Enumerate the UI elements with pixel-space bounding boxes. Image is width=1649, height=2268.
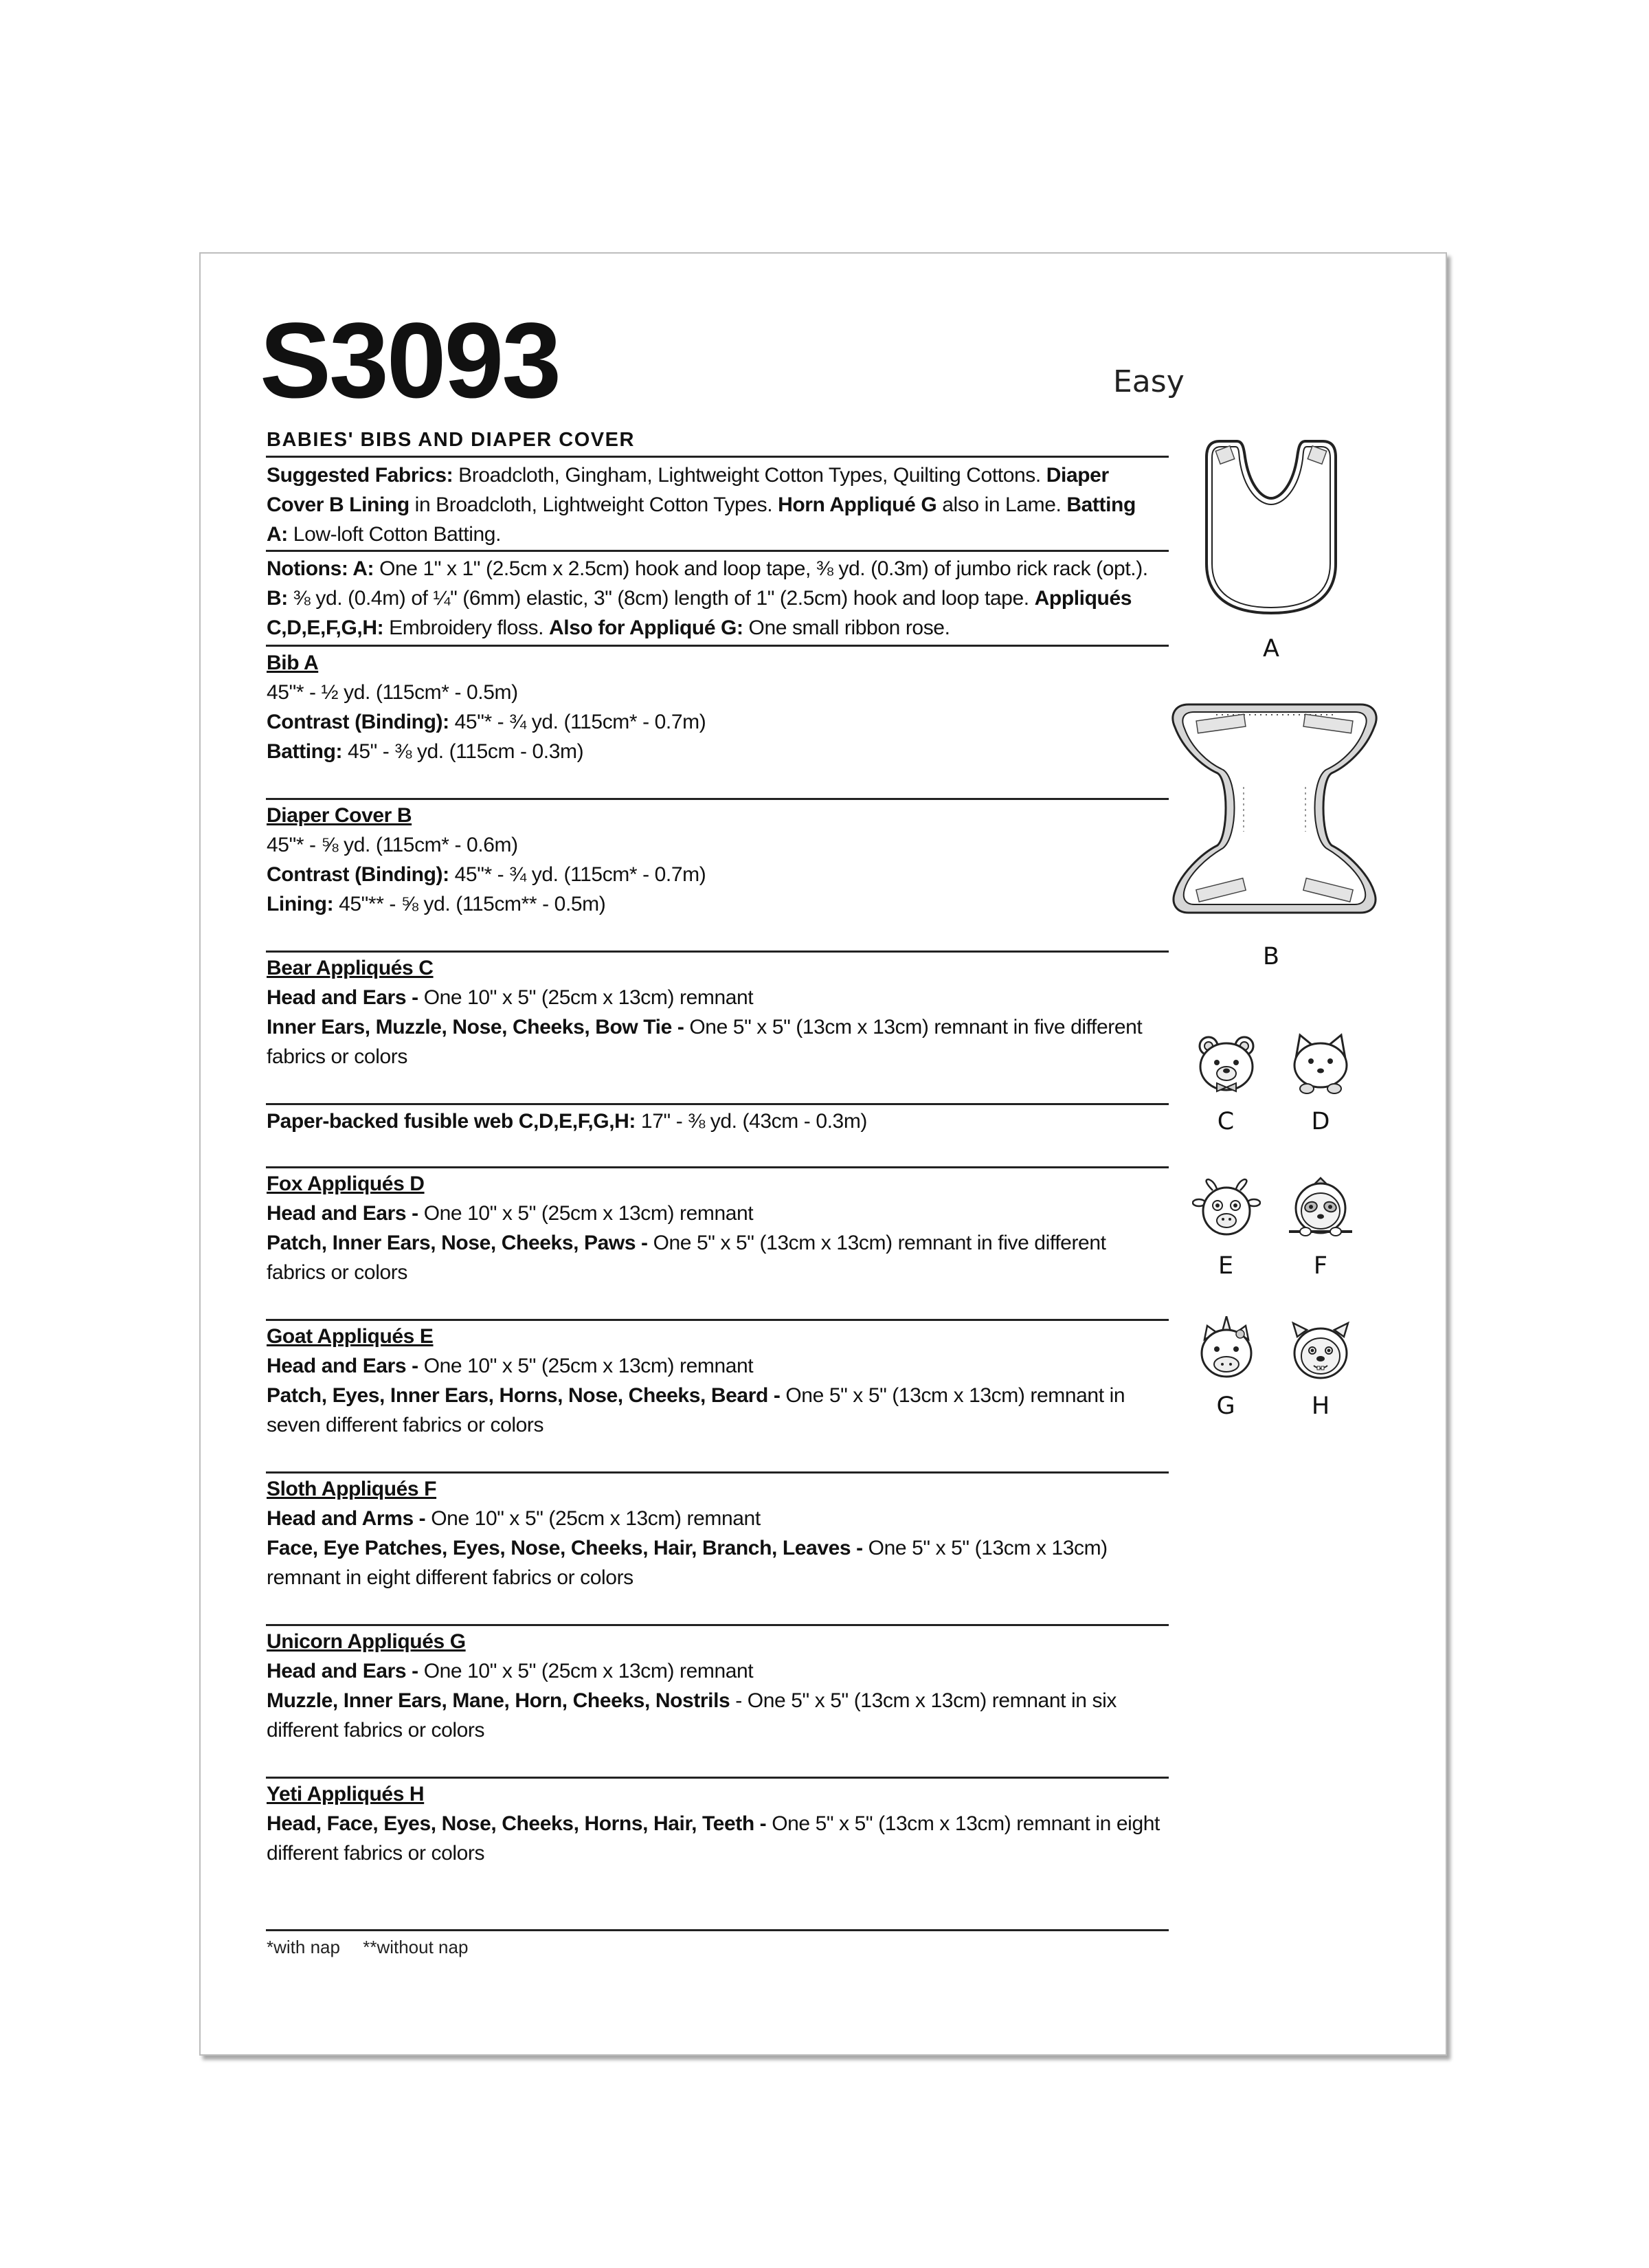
- section-heading: Fox Appliqués D: [267, 1172, 425, 1195]
- section-heading: Sloth Appliqués F: [267, 1478, 437, 1500]
- divider: [266, 550, 1169, 552]
- divider: [266, 456, 1169, 458]
- divider: [266, 1471, 1169, 1474]
- view-label-h: H: [1311, 1392, 1330, 1420]
- bib-illustration: [1202, 433, 1340, 619]
- section-heading: Yeti Appliqués H: [267, 1783, 425, 1805]
- diaper-cover-illustration: [1168, 694, 1381, 921]
- section-heading: Unicorn Appliqués G: [267, 1630, 466, 1653]
- yeti-applique-icon: [1286, 1316, 1355, 1385]
- unicorn-applique-icon: [1192, 1316, 1261, 1385]
- fox-applique-icon: [1286, 1031, 1355, 1100]
- section-heading: Diaper Cover B: [267, 804, 412, 827]
- notions: Notions: A: One 1" x 1" (2.5cm x 2.5cm) hook and loop tape, ⅜ yd. (0.3m) of jumbo rick rack (opt.). B: ⅜ yd. (0.4m) of ¼" (6mm) elastic, 3" (8cm) length of 1" (2.5cm) hook and loop tape. Appliqués C,D,E,F,G,H: Embroidery floss. Also for Appliqué G: One small ribbon rose.: [267, 557, 1148, 639]
- sloth-appliques-f: Sloth Appliqués F Head and Arms - One 10" x 5" (25cm x 13cm) remnant Face, Eye Patches, Eyes, Nose, Cheeks, Hair, Branch, Leaves - One 5" x 5" (13cm x 13cm) remnant in eight different fabrics or colors: [267, 1474, 1160, 1592]
- pattern-code: S3093: [260, 301, 560, 421]
- bear-appliques-c: Bear Appliqués C Head and Ears - One 10" x 5" (25cm x 13cm) remnant Inner Ears, Muzzle, Nose, Cheeks, Bow Tie - One 5" x 5" (13cm x 13cm) remnant in five different fabrics or colors: [267, 953, 1160, 1071]
- difficulty-label: Easy: [1113, 364, 1185, 399]
- footnote-without-nap: **without nap: [363, 1937, 469, 1957]
- pattern-title: BABIES' BIBS AND DIAPER COVER: [267, 429, 635, 451]
- suggested-fabrics: Suggested Fabrics: Broadcloth, Gingham, Lightweight Cotton Types, Quilting Cottons. Diaper Cover B Lining in Broadcloth, Lightweight Cotton Types. Horn Appliqué G also in Lame. Batting A: Low-loft Cotton Batting.: [267, 464, 1136, 546]
- divider: [266, 950, 1169, 953]
- section-heading: Goat Appliqués E: [267, 1325, 434, 1348]
- diaper-cover-b-yardage: Diaper Cover B 45"* - ⅝ yd. (115cm* - 0.6m) Contrast (Binding): 45"* - ¾ yd. (115cm* - 0.7m) Lining: 45"** - ⅝ yd. (115cm** - 0.5m): [267, 801, 1160, 919]
- fox-appliques-d: Fox Appliqués D Head and Ears - One 10" x 5" (25cm x 13cm) remnant Patch, Inner Ears, Nose, Cheeks, Paws - One 5" x 5" (13cm x 13cm) remnant in five different fabrics or colors: [267, 1169, 1160, 1287]
- view-label-b: B: [1262, 943, 1279, 970]
- divider: [266, 1929, 1169, 1931]
- divider: [266, 798, 1169, 800]
- divider: [266, 1319, 1169, 1321]
- section-heading: Bib A: [267, 652, 319, 674]
- section-heading: Bear Appliqués C: [267, 957, 434, 979]
- divider: [266, 645, 1169, 647]
- view-label-a: A: [1263, 635, 1279, 663]
- divider: [266, 1777, 1169, 1779]
- divider: [266, 1103, 1169, 1105]
- bear-applique-icon: [1192, 1031, 1261, 1100]
- footnote-with-nap: *with nap: [267, 1937, 340, 1957]
- goat-appliques-e: Goat Appliqués E Head and Ears - One 10" x 5" (25cm x 13cm) remnant Patch, Eyes, Inner Ears, Horns, Nose, Cheeks, Beard - One 5" x 5" (13cm x 13cm) remnant in seven different fabrics or colors: [267, 1322, 1160, 1440]
- divider: [266, 1166, 1169, 1168]
- goat-applique-icon: [1192, 1175, 1261, 1244]
- bib-a-yardage: Bib A 45"* - ½ yd. (115cm* - 0.5m) Contrast (Binding): 45"* - ¾ yd. (115cm* - 0.7m) Batting: 45" - ⅜ yd. (115cm - 0.3m): [267, 648, 1160, 766]
- divider: [266, 1624, 1169, 1626]
- footnotes: [267, 1937, 486, 1958]
- view-label-d: D: [1311, 1108, 1330, 1135]
- view-label-g: G: [1216, 1392, 1235, 1420]
- view-label-e: E: [1218, 1252, 1234, 1280]
- unicorn-appliques-g: Unicorn Appliqués G Head and Ears - One 10" x 5" (25cm x 13cm) remnant Muzzle, Inner Ears, Mane, Horn, Cheeks, Nostrils - One 5" x 5" (13cm x 13cm) remnant in six different fabrics or colors: [267, 1627, 1160, 1745]
- yeti-appliques-h: Yeti Appliqués H Head, Face, Eyes, Nose, Cheeks, Horns, Hair, Teeth - One 5" x 5" (13cm x 13cm) remnant in eight different fabrics or colors: [267, 1779, 1160, 1868]
- fusible-web: Paper-backed fusible web C,D,E,F,G,H: 17" - ⅜ yd. (43cm - 0.3m): [267, 1110, 868, 1133]
- view-label-c: C: [1217, 1108, 1235, 1135]
- sloth-applique-icon: [1286, 1175, 1355, 1244]
- view-label-f: F: [1313, 1252, 1328, 1280]
